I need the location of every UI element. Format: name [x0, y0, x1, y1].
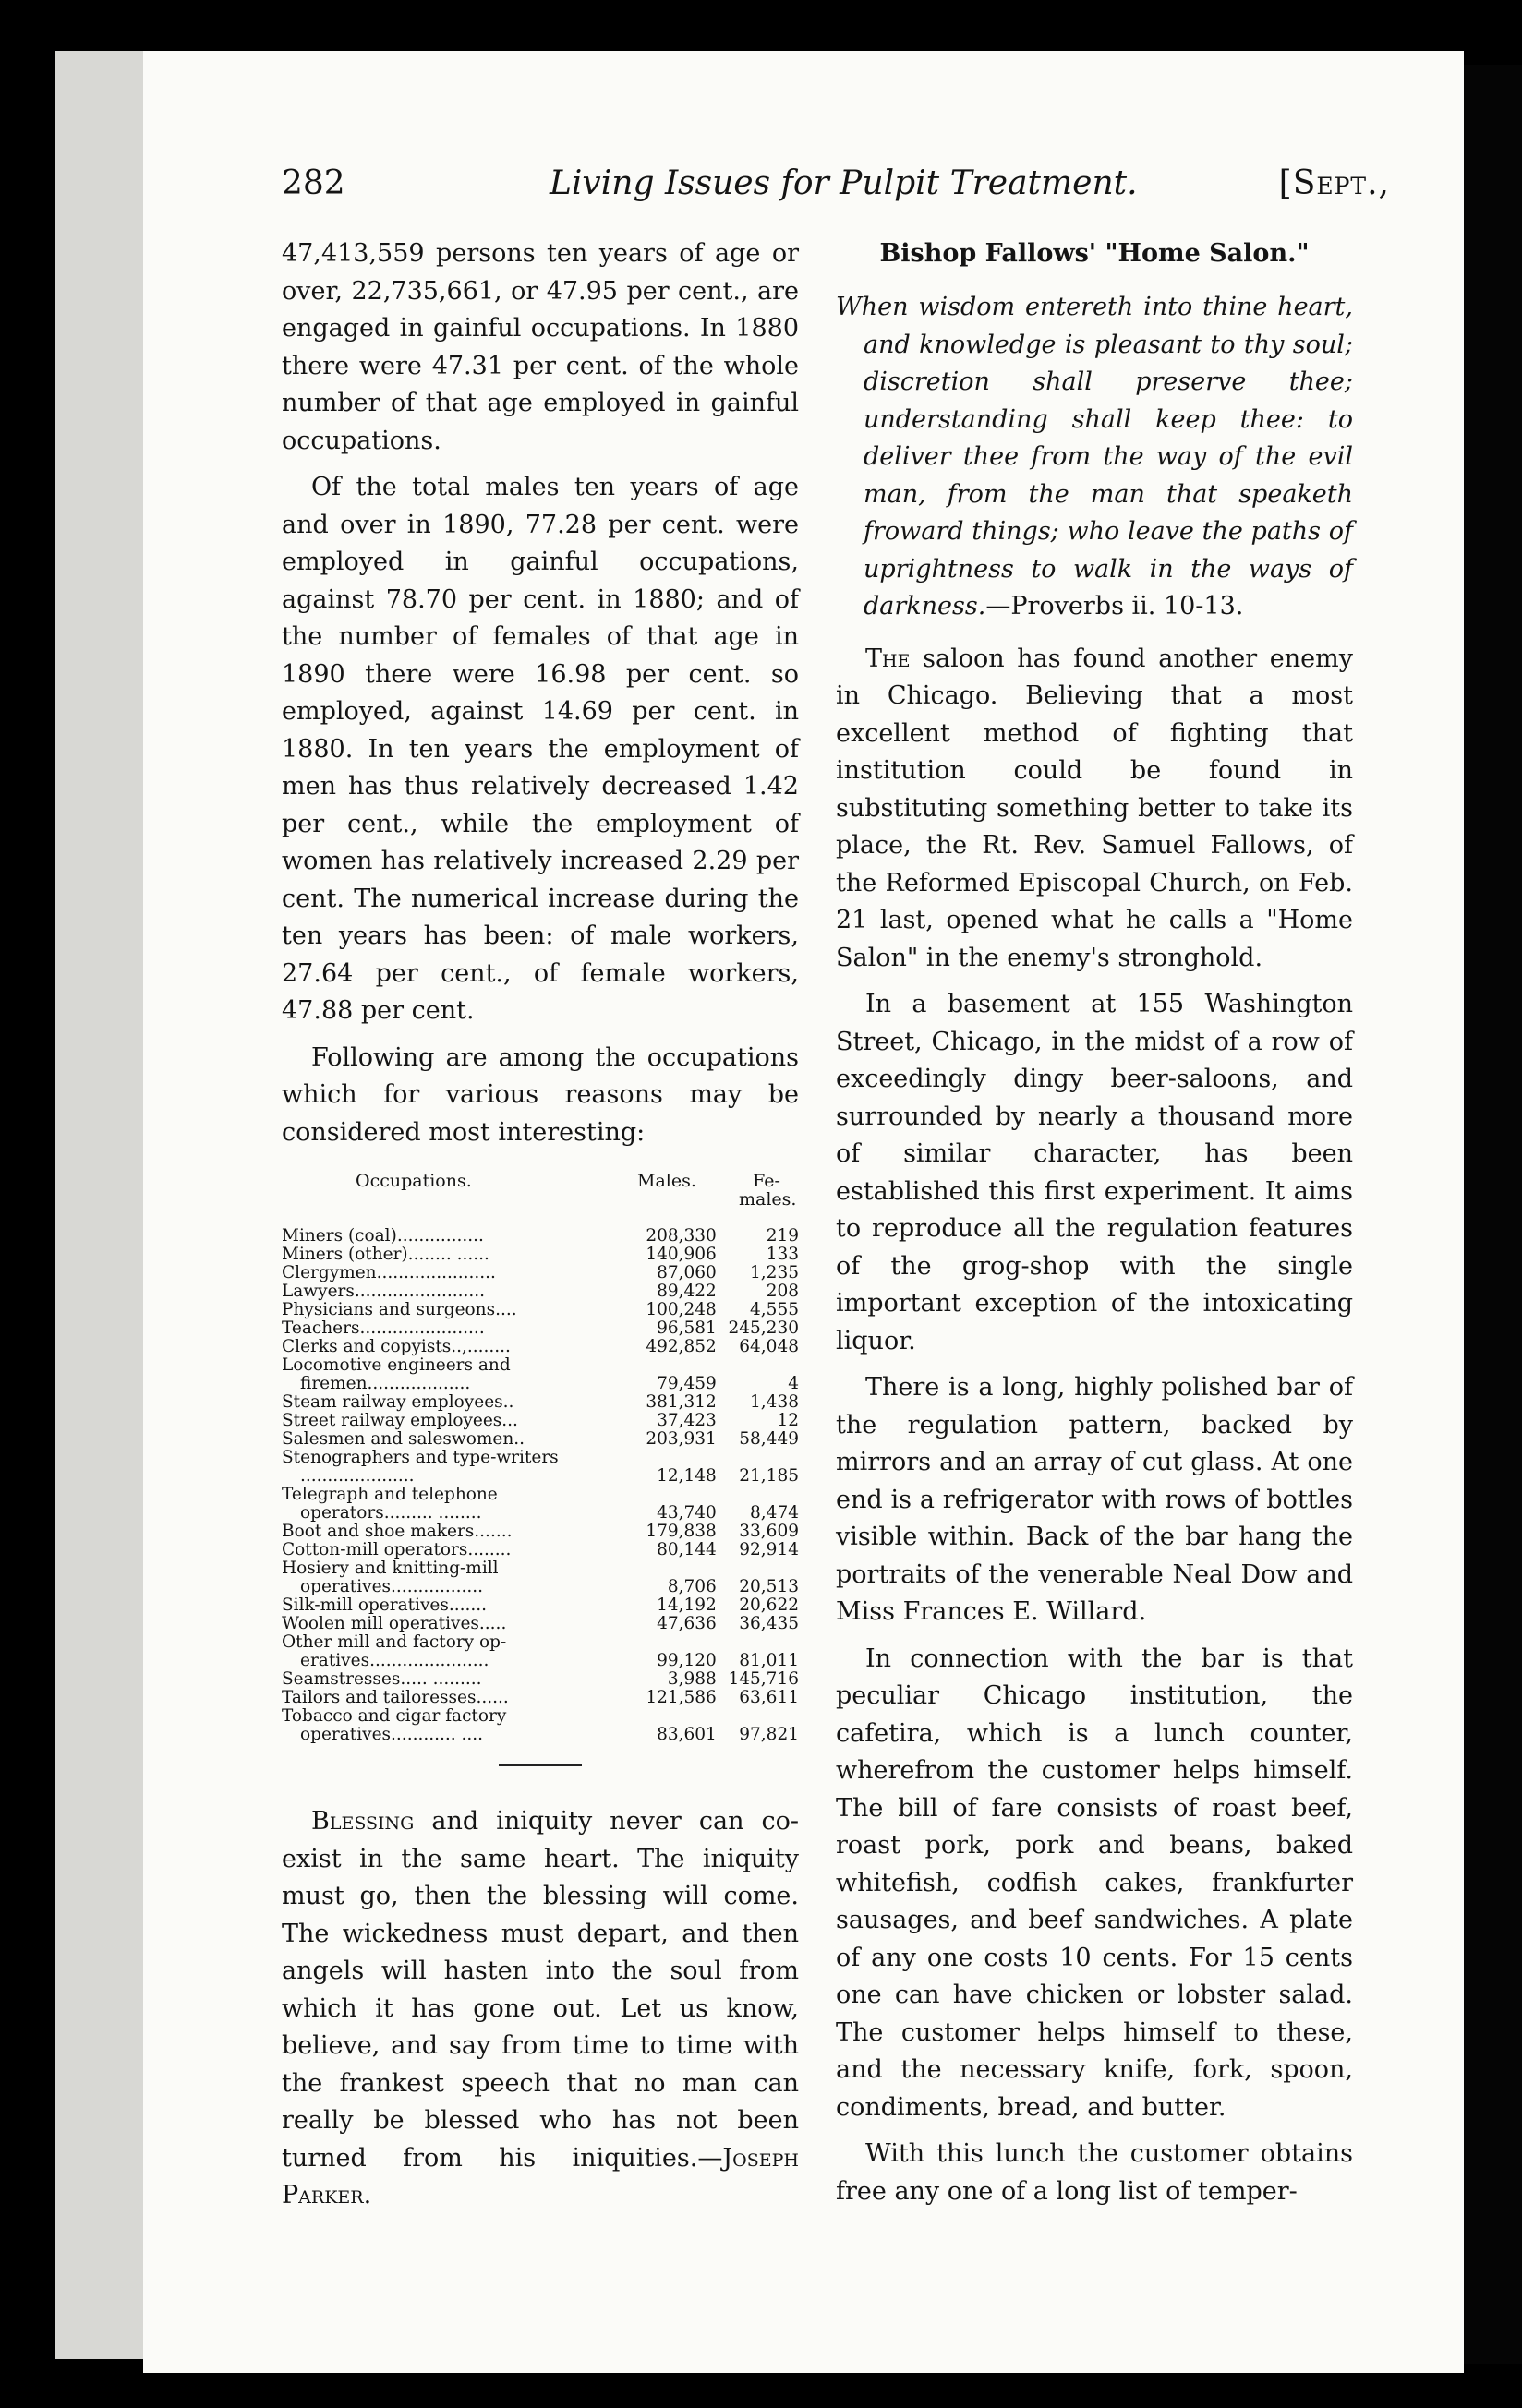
table-row	[282, 1338, 799, 1356]
females-cell: 21,185	[739, 1466, 799, 1486]
left-column	[282, 235, 799, 2224]
males-cell: 3,988	[667, 1669, 717, 1689]
salon-paragraph-1-text: saloon has found another enemy in Chicago. Believing that a most excellent method of fighting that institution could be found in substituting something better to take its place, the Rt. Rev. Samuel Fallows, of the Reformed Episcopal Church, on Feb. 21 last, opened what he calls a "Home Salon" in the enemy's stronghold.	[836, 644, 1353, 972]
occupation-cell: Clerks and copyists..,........	[282, 1337, 511, 1356]
table-row	[282, 1670, 799, 1689]
occupation-cell: Clergymen......................	[282, 1263, 496, 1282]
females-cell: 20,513	[739, 1577, 799, 1596]
males-cell: 43,740	[657, 1503, 717, 1523]
table-row	[282, 1559, 799, 1596]
males-cell: 492,852	[646, 1337, 717, 1356]
occupation-cell: Teachers.......................	[282, 1318, 485, 1338]
scan-left-margin	[55, 51, 148, 2359]
females-cell: 12	[777, 1411, 799, 1430]
census-paragraph-1: 47,413,559 persons ten years of age or over, 22,735,661, or 47.95 per cent., are engaged in gainful occupations. In 1880 there were 47.31 per cent. of the whole number of that age employed in gainful occupations.	[282, 239, 799, 455]
header-males: Males.	[637, 1171, 696, 1191]
header-females: Fe- males.	[739, 1171, 797, 1210]
males-cell: 83,601	[657, 1725, 717, 1744]
females-cell: 8,474	[750, 1503, 799, 1523]
females-cell: 81,011	[739, 1651, 799, 1670]
blessing-lead: Blessing	[311, 1807, 415, 1836]
males-cell: 79,459	[657, 1374, 717, 1393]
table-row	[282, 1689, 799, 1707]
females-cell: 20,622	[739, 1595, 799, 1615]
salon-lead: The	[865, 644, 911, 673]
males-cell: 87,060	[657, 1263, 717, 1282]
males-cell: 121,586	[646, 1688, 717, 1707]
males-cell: 96,581	[657, 1318, 717, 1338]
blessing-author: Joseph Parker.	[282, 2143, 799, 2209]
section-divider	[499, 1764, 582, 1766]
males-cell: 203,931	[646, 1429, 717, 1449]
occupation-cell: Hosiery and knitting-mill operatives.................	[282, 1559, 499, 1596]
table-row	[282, 1430, 799, 1449]
females-cell: 1,235	[750, 1263, 799, 1282]
females-cell: 4	[788, 1374, 799, 1393]
page-edge-shadow	[1464, 65, 1522, 2364]
epigraph	[836, 289, 1353, 626]
table-row	[282, 1523, 799, 1541]
occupation-cell: Cotton-mill operators........	[282, 1540, 512, 1559]
blessing-text: and iniquity never can co-exist in the same heart. The iniquity must go, then the blessing will come. The wickedness must depart, and then angels will hasten into the soul from which it has gone out. Let us know, believe, and say from time to time with the frankest speech that no man can really be blessed who has not been turned from his iniquities.—	[282, 1807, 799, 2173]
salon-paragraph-2: In a basement at 155 Washington Street, Chicago, in the midst of a row of exceedingly dingy beer-saloons, and surrounded by nearly a thousand more of similar character, has been established this first experiment. It aims to reproduce all the regulation features of the grog-shop with the single important exception of the intoxicating liquor.	[836, 990, 1353, 1355]
occupation-cell: Woolen mill operatives.....	[282, 1614, 507, 1633]
occupation-cell: Street railway employees...	[282, 1411, 518, 1430]
females-cell: 133	[766, 1245, 799, 1264]
males-cell: 80,144	[657, 1540, 717, 1559]
males-cell: 14,192	[657, 1595, 717, 1615]
table-row	[282, 1301, 799, 1319]
females-cell: 145,716	[728, 1669, 799, 1689]
running-header	[282, 164, 1390, 220]
table-row	[282, 1633, 799, 1670]
table-row	[282, 1707, 799, 1744]
occupations-table	[282, 1172, 799, 1744]
occupation-cell: Steam railway employees..	[282, 1392, 514, 1412]
table-body	[282, 1227, 799, 1744]
males-cell: 8,706	[667, 1577, 717, 1596]
females-cell: 92,914	[739, 1540, 799, 1559]
table-row	[282, 1264, 799, 1282]
table-row	[282, 1449, 799, 1486]
occupation-cell: Stenographers and type-writers .....................	[282, 1448, 559, 1486]
females-cell: 97,821	[739, 1725, 799, 1744]
females-cell: 208	[766, 1282, 799, 1301]
salon-paragraph-1	[836, 641, 1353, 978]
occupation-cell: Other mill and factory op-eratives......................	[282, 1632, 507, 1670]
females-cell: 58,449	[739, 1429, 799, 1449]
females-cell: 64,048	[739, 1337, 799, 1356]
females-cell: 36,435	[739, 1614, 799, 1633]
occupation-cell: Miners (coal)................	[282, 1226, 484, 1246]
header-occupations: Occupations.	[356, 1171, 472, 1191]
occupation-cell: Telegraph and telephone operators......... ........	[282, 1485, 498, 1523]
census-paragraph-2: Of the total males ten years of age and over in 1890, 77.28 per cent. were employed in gainful occupations, against 78.70 per cent. in 1880; and of the number of females of that age in 1890 there were 16.98 per cent. so employed, against 14.69 per cent. in 1880. In ten years the employment of men has thus relatively decreased 1.42 per cent., while the employment of women has relatively increased 2.29 per cent. The numerical increase during the ten years has been: of male workers, 27.64 per cent., of female workers, 47.88 per cent.	[282, 473, 799, 1025]
table-row	[282, 1356, 799, 1393]
article-title: Bishop Fallows' "Home Salon."	[879, 239, 1310, 268]
occupation-cell: Boot and shoe makers.......	[282, 1522, 513, 1541]
table-row	[282, 1486, 799, 1523]
males-cell: 37,423	[657, 1411, 717, 1430]
males-cell: 100,248	[646, 1300, 717, 1319]
salon-paragraph-5: With this lunch the customer obtains free any one of a long list of temper-	[836, 2139, 1353, 2206]
census-paragraph-3: Following are among the occupations which for various reasons may be considered most interesting:	[282, 1042, 799, 1147]
table-row	[282, 1615, 799, 1633]
females-cell: 219	[766, 1226, 799, 1246]
males-cell: 179,838	[646, 1522, 717, 1541]
occupation-cell: Silk-mill operatives.......	[282, 1595, 488, 1615]
females-cell: 245,230	[728, 1318, 799, 1338]
table-row	[282, 1227, 799, 1246]
males-cell: 99,120	[657, 1651, 717, 1670]
males-cell: 12,148	[657, 1466, 717, 1486]
salon-paragraph-3: There is a long, highly polished bar of the regulation pattern, backed by mirrors and an array of cut glass. At one end is a refrigerator with rows of bottles visible within. Back of the bar hang the portraits of the venerable Neal Dow and Miss Frances E. Willard.	[836, 1373, 1353, 1626]
females-cell: 63,611	[739, 1688, 799, 1707]
females-cell: 33,609	[739, 1522, 799, 1541]
males-cell: 208,330	[646, 1226, 717, 1246]
occupation-cell: Seamstresses..... .........	[282, 1669, 482, 1689]
males-cell: 140,906	[646, 1245, 717, 1264]
females-cell: 4,555	[750, 1300, 799, 1319]
running-month: [Sept.,	[1278, 164, 1390, 202]
running-title: Living Issues for Pulpit Treatment.	[550, 164, 1138, 202]
occupation-cell: Tailors and tailoresses......	[282, 1688, 509, 1707]
table-row	[282, 1282, 799, 1301]
occupation-cell: Miners (other)........ ......	[282, 1245, 489, 1264]
page-number: 282	[282, 164, 345, 202]
salon-paragraph-4: In connection with the bar is that peculiar Chicago institution, the cafetira, which is a lunch counter, wherefrom the customer helps himself. The bill of fare consists of roast beef, roast pork, pork and beans, baked whitefish, codfish cakes, frankfurter sausages, and beef sandwiches. A plate of any one costs 10 cents. For 15 cents one can have chicken or lobster salad. The customer helps himself to these, and the necessary knife, fork, spoon, condiments, bread, and butter.	[836, 1643, 1353, 2122]
table-row	[282, 1319, 799, 1338]
table-header	[282, 1172, 799, 1227]
occupation-cell: Locomotive engineers and firemen...................	[282, 1355, 511, 1393]
males-cell: 89,422	[657, 1282, 717, 1301]
occupation-cell: Salesmen and saleswomen..	[282, 1429, 525, 1449]
females-cell: 1,438	[750, 1392, 799, 1412]
table-row	[282, 1393, 799, 1412]
blessing-paragraph	[282, 1803, 799, 2215]
epigraph-reference: —Proverbs ii. 10-13.	[985, 592, 1244, 620]
table-row	[282, 1541, 799, 1559]
males-cell: 47,636	[657, 1614, 717, 1633]
occupation-cell: Tobacco and cigar factory operatives............ ....	[282, 1706, 507, 1744]
table-row	[282, 1596, 799, 1615]
occupation-cell: Lawyers........................	[282, 1282, 486, 1301]
table-row	[282, 1412, 799, 1430]
right-column	[836, 235, 1353, 2220]
epigraph-text: When wisdom entereth into thine heart, and knowledge is pleasant to thy soul; discretion shall preserve thee; understanding shall keep thee: to deliver thee from the way of the evil man, from the man that speaketh froward things; who leave the paths of uprightness to walk in the ways of darkness.	[836, 293, 1353, 620]
males-cell: 381,312	[646, 1392, 717, 1412]
table-row	[282, 1246, 799, 1264]
occupation-cell: Physicians and surgeons....	[282, 1300, 517, 1319]
